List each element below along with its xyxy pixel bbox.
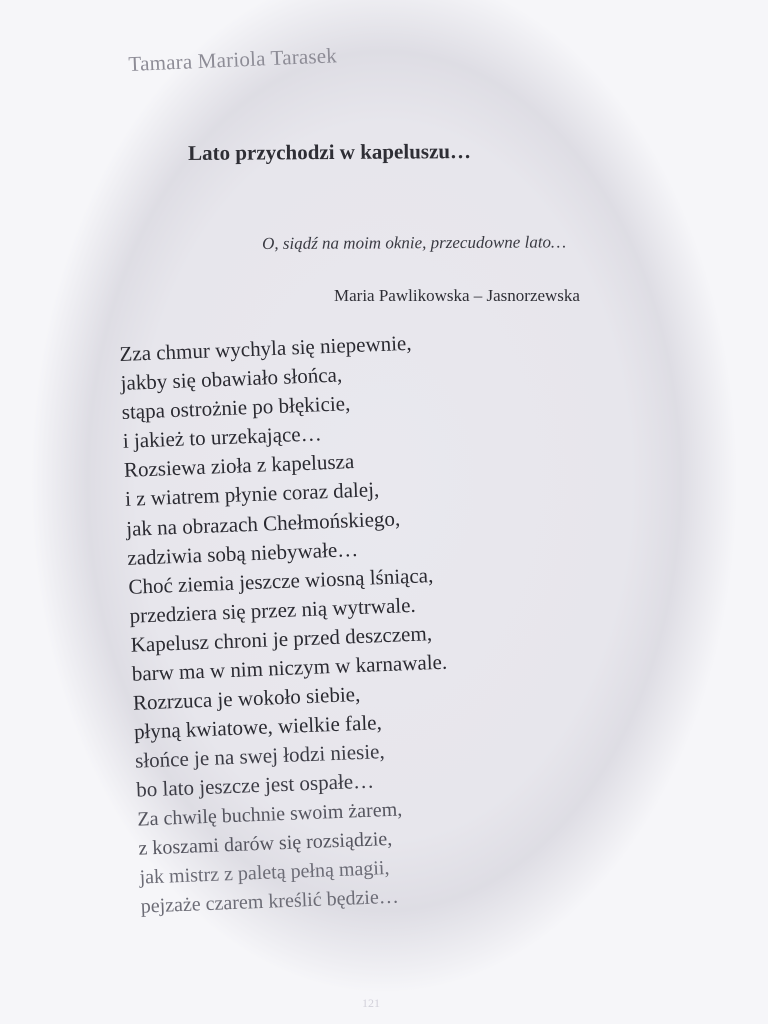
poem-line: Zza chmur wychyla się niepewnie, <box>119 330 412 366</box>
page-number: 121 <box>362 996 380 1010</box>
poem-line: bo lato jeszcze jest ospałe… <box>135 768 375 803</box>
poem-line: pejzaże czarem kreślić będzie… <box>140 885 400 918</box>
poem-line: płyną kwiatowe, wielkie fale, <box>133 710 383 744</box>
poem-line: Choć ziemia jeszcze wiosną lśniąca, <box>128 562 434 599</box>
poem-line: i jakież to urzekające… <box>122 421 323 454</box>
poem-line: z koszami darów się rozsiądzie, <box>138 827 393 860</box>
poem-line: słońce je na swej łodzi niesie, <box>134 739 386 773</box>
poem-line: jak na obrazach Chełmońskiego, <box>125 505 401 541</box>
poem-line: Rozsiewa zioła z kapelusza <box>123 449 355 483</box>
poem-line: stąpa ostrożnie po błękicie, <box>121 391 351 425</box>
poem-line: Za chwilę buchnie swoim żarem, <box>136 797 403 831</box>
poem-line: przedziera się przez nią wytrwale. <box>129 592 417 628</box>
poem-line: zadziwia sobą niebywałe… <box>126 536 359 570</box>
epigraph-attribution: Maria Pawlikowska – Jasnorzewska <box>334 286 580 305</box>
poem-line: jakby się obawiało słońca, <box>120 362 343 396</box>
poem-title: Lato przychodzi w kapeluszu… <box>188 139 472 165</box>
poem-line: Rozrzuca je wokoło siebie, <box>132 682 361 715</box>
poem-line: i z wiatrem płynie coraz dalej, <box>124 477 380 512</box>
author-name: Tamara Mariola Tarasek <box>128 43 338 76</box>
poem-line: barw ma w nim niczym w karnawale. <box>131 649 448 686</box>
poem-line: jak mistrz z paletą pełną magii, <box>139 856 390 889</box>
poem-body <box>119 328 457 922</box>
epigraph-quote: O, siądź na moim oknie, przecudowne lato… <box>262 232 567 253</box>
poem-line: Kapelusz chroni je przed deszczem, <box>130 621 433 657</box>
